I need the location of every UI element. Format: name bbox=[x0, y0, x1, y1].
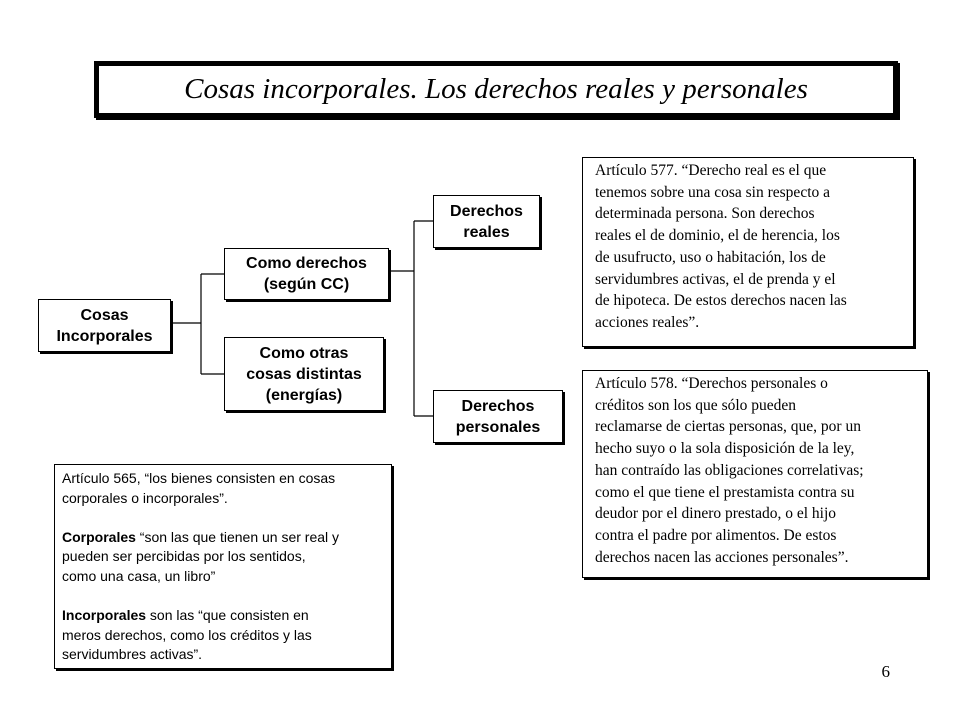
text-line: Artículo 565, “los bienes consisten en cosas bbox=[62, 470, 336, 486]
articulo-577-box bbox=[582, 157, 914, 347]
text-line: de usufructo, uso o habitación, los de bbox=[595, 248, 826, 266]
text-line: de hipoteca. De estos derechos nacen las bbox=[595, 292, 847, 310]
node-label: (energías) bbox=[265, 386, 343, 404]
node-label: Derechos bbox=[461, 397, 535, 415]
text-line: corporales o incorporales”. bbox=[62, 489, 228, 506]
node-label: Como otras bbox=[259, 344, 349, 362]
incorporales-term: Incorporales bbox=[62, 607, 147, 624]
text-line: acciones reales”. bbox=[595, 313, 700, 331]
text-line: Artículo 577. “Derecho real es el que bbox=[595, 162, 827, 179]
text-line: pueden ser percibidas por los sentidos, bbox=[62, 548, 306, 565]
text-line: tenemos sobre una cosa sin respecto a bbox=[595, 183, 831, 201]
text-line: meros derechos, como los créditos y las bbox=[62, 626, 312, 643]
node-label: reales bbox=[463, 223, 510, 241]
corporales-line bbox=[62, 528, 385, 548]
text-line: como el que tiene el prestamista contra su bbox=[595, 483, 855, 501]
text-line: determinada persona. Son derechos bbox=[595, 205, 815, 223]
node-label: Incorporales bbox=[56, 327, 153, 345]
text-line: Artículo 578. “Derechos personales o bbox=[595, 375, 828, 392]
node-derechos-reales bbox=[433, 195, 540, 248]
text-line: derechos nacen las acciones personales”. bbox=[595, 548, 849, 566]
text-line: servidumbres activas”. bbox=[62, 646, 203, 663]
text-line: créditos son los que sólo pueden bbox=[595, 396, 797, 414]
text-line: reclamarse de ciertas personas, que, por un bbox=[595, 418, 861, 436]
incorporales-definition: son las “que consisten en bbox=[146, 607, 309, 624]
node-label: (según CC) bbox=[263, 276, 350, 293]
node-label: personales bbox=[455, 418, 541, 436]
node-como-otras-cosas bbox=[224, 337, 384, 411]
articulo-565-box bbox=[54, 464, 392, 669]
node-derechos-personales bbox=[433, 390, 563, 443]
articulo-578-box bbox=[582, 370, 928, 578]
text-line: contra el padre por alimentos. De estos bbox=[595, 526, 837, 544]
incorporales-line bbox=[62, 606, 385, 626]
node-label: Derechos bbox=[450, 202, 523, 220]
page-number: 6 bbox=[881, 662, 890, 681]
node-label: Cosas bbox=[80, 306, 129, 324]
text-line: hecho suyo o la sola disposición de la ley, bbox=[595, 440, 855, 458]
corporales-definition: “son las que tienen un ser real y bbox=[135, 528, 340, 545]
text-line: deudor por el dinero prestado, o el hijo bbox=[595, 505, 837, 523]
node-cosas-incorporales bbox=[38, 299, 171, 352]
text-line: han contraído las obligaciones correlativas; bbox=[595, 461, 864, 479]
text-line: como una casa, un libro” bbox=[62, 567, 216, 584]
node-label: Como derechos bbox=[246, 255, 367, 272]
corporales-term: Corporales bbox=[62, 528, 136, 545]
node-label: cosas distintas bbox=[246, 365, 362, 383]
text-line: servidumbres activas, el de prenda y el bbox=[595, 270, 836, 288]
text-line: reales el de dominio, el de herencia, los bbox=[595, 227, 840, 245]
node-como-derechos bbox=[224, 248, 389, 300]
blank-line bbox=[62, 587, 385, 607]
blank-line bbox=[62, 508, 385, 528]
slide-title-text: Cosas incorporales. Los derechos reales y personales bbox=[184, 73, 808, 105]
